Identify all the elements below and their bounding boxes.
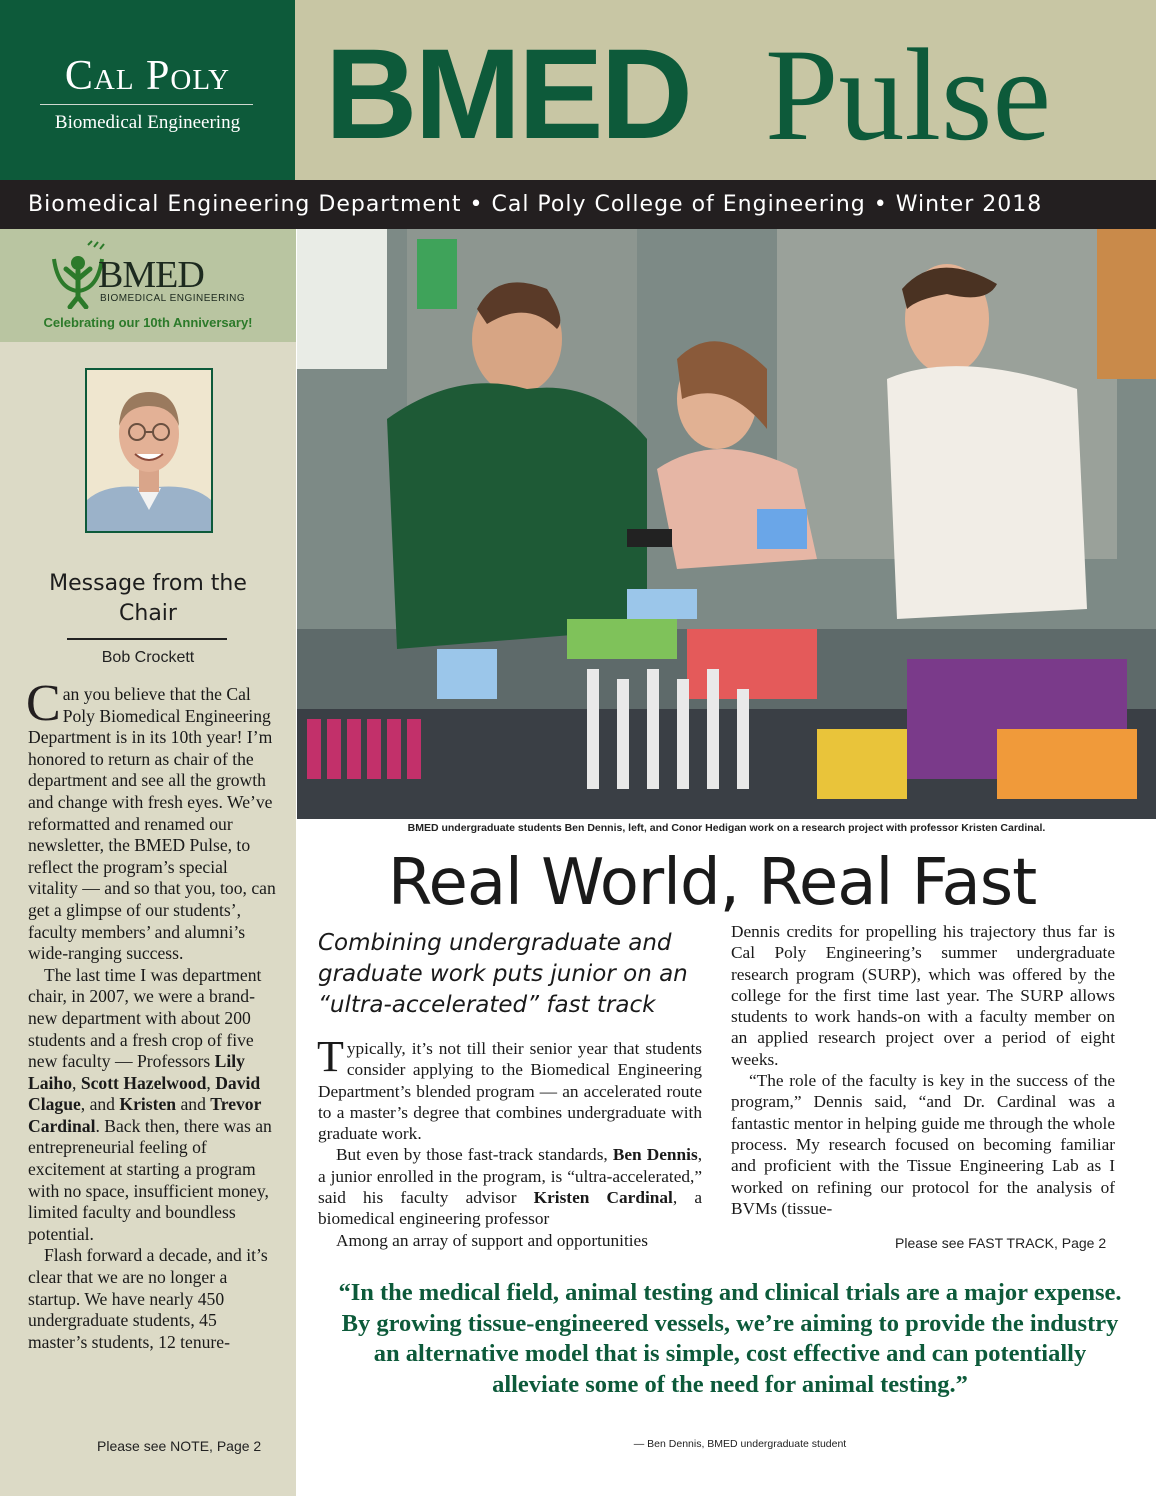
chair-paragraph-1: Can you believe that the Cal Poly Biomedical Engineering Department is in its 10th year! I’m honored to return as chair of the department and see all the growth and change with fresh eyes. We’ve reformatted and renamed our newsletter, the BMED Pulse, to reflect the program’s special vitality — and so that you, too, can get a glimpse of our students’, faculty members’ and alumni’s wide-ranging success.	[26, 675, 276, 964]
message-divider	[67, 638, 227, 640]
article-paragraph-5: “The role of the faculty is key in the success of the program,” Dennis said, “and Dr. Cardinal was a fantastic mentor in helping guide me through the whole process. My research focused on becoming familiar and proficient with the Tissue Engineering Lab as I worked on refining our protocol for the analysis of BVMs (tissue-	[731, 1071, 1115, 1218]
article-column-2	[731, 921, 1115, 1219]
message-title: Message from the Chair	[49, 571, 247, 626]
anniversary-logo-word: BMED	[98, 254, 204, 296]
article-paragraph-1: Typically, it’s not till their senior year that students consider applying to the Biomedical Engineering Department’s blended program — an accelerated route to a master’s degree that combines undergraduate with graduate work.	[317, 1032, 702, 1144]
anniversary-logo-sub: BIOMEDICAL ENGINEERING	[100, 293, 246, 304]
newsletter-title	[295, 0, 1156, 180]
logo-divider	[40, 104, 253, 105]
pull-quote-attribution: — Ben Dennis, BMED undergraduate student	[633, 1438, 847, 1450]
message-author: Bob Crockett	[101, 649, 195, 666]
chair-paragraph-3: Flash forward a decade, and it’s clear that we are no longer a startup. We have nearly 450 undergraduate students, 45 master’s students, 12 tenure-	[28, 1245, 268, 1352]
article-column-1	[317, 1032, 703, 1251]
article-deck: Combining undergraduate and graduate work puts junior on an “ultra-accelerated” fast track	[318, 930, 688, 1018]
title-bmed: BMED	[325, 23, 690, 166]
portrait-illustration	[87, 370, 211, 531]
chair-portrait	[85, 368, 213, 533]
chair-paragraph-2: The last time I was department chair, in 2007, we were a brand-new department with about 200 students and a fresh crop of five new faculty — Professors Lily Laiho, Scott Hazelwood, David Clague, and Kristen and Trevor Cardinal. Back then, there was an entrepreneurial feeling of excitement at starting a program with no space, insufficient money, limited faculty and boundless potential.	[28, 964, 272, 1244]
article-paragraph-2: But even by those fast-track standards, Ben Dennis, a junior enrolled in the program, is “ultra-accelerated,” said his faculty advisor Kristen Cardinal, a biomedical engineering professor	[318, 1145, 703, 1229]
article-drop-cap: T	[317, 1032, 344, 1081]
anniversary-panel	[0, 229, 296, 342]
fast-track-continued-link[interactable]: Please see FAST TRACK, Page 2	[895, 1235, 1107, 1251]
issue-banner: Biomedical Engineering Department • Cal Poly College of Engineering • Winter 2018	[0, 180, 1156, 229]
lab-scene-illustration	[297, 229, 1156, 819]
chair-message-body	[26, 675, 276, 1353]
cal-poly-logo	[0, 0, 295, 180]
lab-photo	[297, 229, 1156, 819]
logo-name: Cal Poly	[64, 53, 231, 99]
article-headline: Real World, Real Fast	[387, 846, 1037, 920]
pull-quote: “In the medical field, animal testing and clinical trials are a major expense. By growing tissue-engineered vessels, we’re aiming to provide the industry an alternative model that is simple, cost effective and can potentially alleviate some of the need for animal testing.”	[338, 1279, 1122, 1398]
photo-caption: BMED undergraduate students Ben Dennis, left, and Conor Hedigan work on a research project with professor Kristen Cardinal.	[407, 822, 1046, 834]
logo-department: Biomedical Engineering	[54, 112, 241, 133]
article-paragraph-4: Dennis credits for propelling his trajectory thus far is Cal Poly Engineering’s summer undergraduate research program (SURP), which was offered by the college for the first time last year. The SURP allows students to work hands-on with a faculty member on an applied research project over a period of eight weeks.	[731, 922, 1115, 1069]
continued-note-link[interactable]: Please see NOTE, Page 2	[97, 1438, 262, 1454]
anniversary-text: Celebrating our 10th Anniversary!	[43, 315, 253, 330]
title-pulse: Pulse	[765, 21, 1052, 168]
article-paragraph-3: Among an array of support and opportunities	[336, 1230, 648, 1250]
chair-sidebar	[0, 229, 296, 1496]
drop-cap: C	[26, 675, 61, 732]
